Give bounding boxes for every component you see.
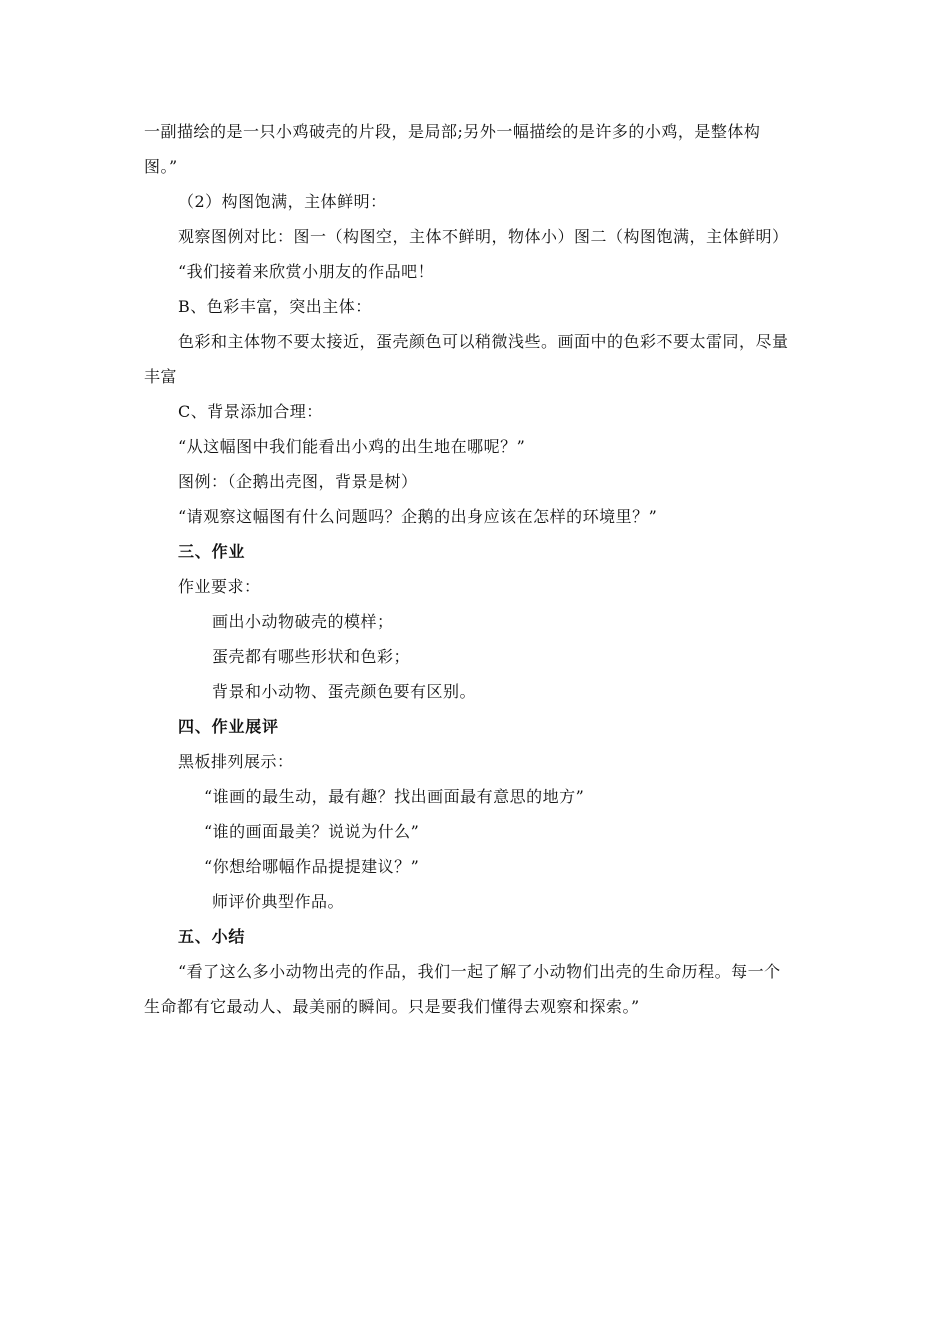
review-item: “谁的画面最美？说说为什么” [204,822,420,841]
subheading-full-composition: （2）构图饱满，主体鲜明： [178,192,387,211]
homework-item: 背景和小动物、蛋壳颜色要有区别。 [212,682,477,701]
homework-item: 画出小动物破壳的模样； [212,612,394,631]
section-review-heading: 四、作业展评 [178,717,279,736]
homework-requirements-label: 作业要求： [178,577,261,596]
paragraph-composition-line2: 图。” [144,157,178,176]
paragraph-compare-examples: 观察图例对比：图一（构图空，主体不鲜明，物体小）图二（构图饱满，主体鲜明） [178,227,789,246]
subheading-background: C、背景添加合理： [178,402,323,421]
review-item: “谁画的最生动，最有趣？找出画面最有意思的地方” [204,787,585,806]
paragraph-color-advice-line2: 丰富 [144,367,178,386]
paragraph-example-penguin: 图例：（企鹅出壳图，背景是树） [178,472,418,491]
paragraph-color-advice-line1: 色彩和主体物不要太接近，蛋壳颜色可以稍微浅些。画面中的色彩不要太雷同，尽量 [178,332,789,351]
review-item: 师评价典型作品。 [212,892,345,911]
paragraph-birthplace-question: “从这幅图中我们能看出小鸡的出生地在哪呢？” [178,437,526,456]
paragraph-appreciate-works: “我们接着来欣赏小朋友的作品吧！ [178,262,435,281]
summary-line2: 生命都有它最动人、最美丽的瞬间。只是要我们懂得去观察和探索。” [144,997,640,1016]
section-homework-heading: 三、作业 [178,542,246,561]
review-item: “你想给哪幅作品提提建议？” [204,857,420,876]
paragraph-penguin-question: “请观察这幅图有什么问题吗？企鹅的出身应该在怎样的环境里？” [178,507,658,526]
homework-item: 蛋壳都有哪些形状和色彩； [212,647,411,666]
paragraph-composition-line1: 一副描绘的是一只小鸡破壳的片段，是局部;另外一幅描绘的是许多的小鸡，是整体构 [144,122,761,141]
section-summary-heading: 五、小结 [178,927,246,946]
subheading-rich-colors: B、色彩丰富，突出主体： [178,297,372,316]
review-display-label: 黑板排列展示： [178,752,294,771]
summary-line1: “看了这么多小动物出壳的作品，我们一起了解了小动物们出壳的生命历程。每一个 [178,962,781,981]
